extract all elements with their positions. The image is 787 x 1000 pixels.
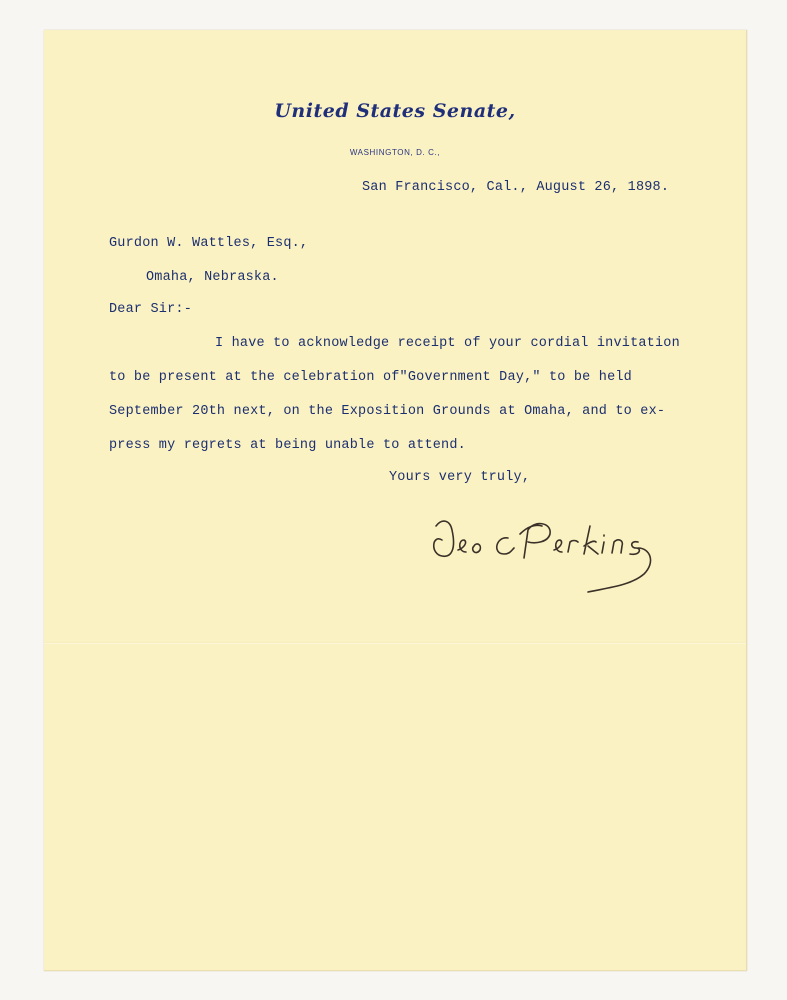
closing: Yours very truly, bbox=[389, 470, 531, 485]
body-line: I have to acknowledge receipt of your cordial invitation bbox=[215, 336, 680, 351]
paper-fold-line bbox=[44, 642, 746, 644]
salutation: Dear Sir:- bbox=[109, 302, 193, 317]
body-line: press my regrets at being unable to attend. bbox=[109, 438, 466, 453]
addressee-city: Omaha, Nebraska. bbox=[146, 270, 279, 285]
body-line: to be present at the celebration of"Government Day," to be held bbox=[109, 370, 632, 385]
letterhead-location: WASHINGTON, D. C., bbox=[349, 148, 441, 157]
dateline: San Francisco, Cal., August 26, 1898. bbox=[362, 180, 670, 195]
letter-sheet bbox=[44, 30, 747, 971]
handwritten-signature bbox=[424, 490, 724, 600]
addressee-name: Gurdon W. Wattles, Esq., bbox=[109, 236, 309, 251]
letterhead-title: United States Senate, bbox=[274, 100, 516, 122]
body-line: September 20th next, on the Exposition Grounds at Omaha, and to ex- bbox=[109, 404, 666, 419]
